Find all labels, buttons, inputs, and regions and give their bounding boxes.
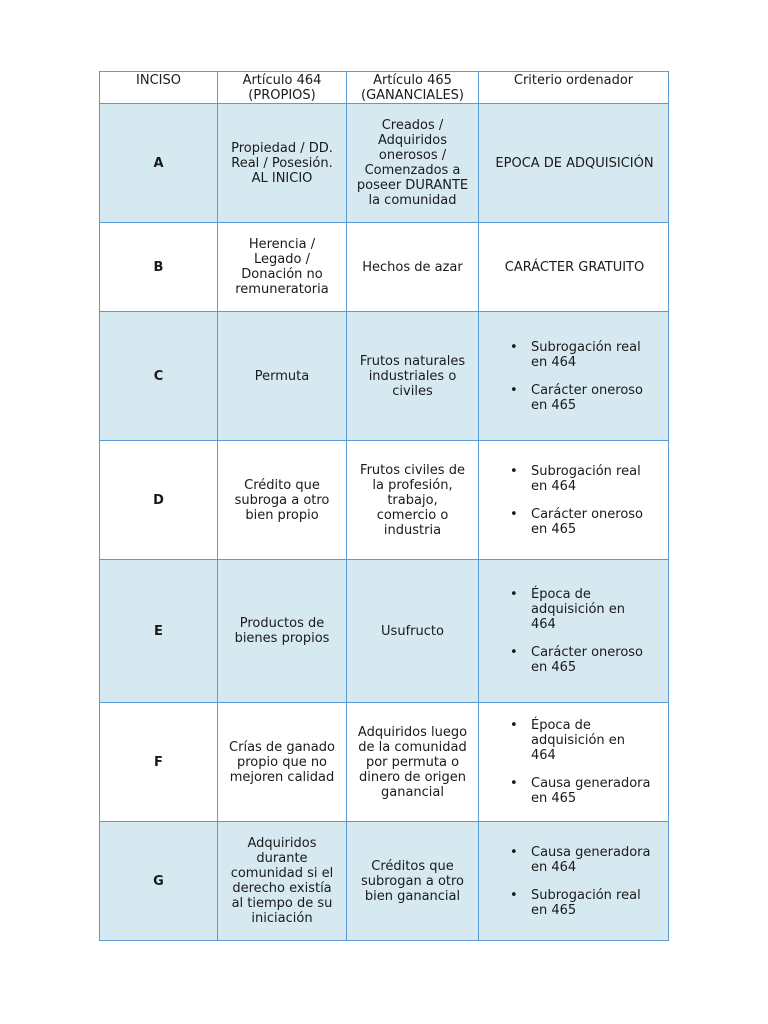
criterio-cell: EPOCA DE ADQUISICIÓN (479, 104, 669, 223)
criterio-cell (479, 703, 669, 822)
gananciales-cell: Creados / Adquiridos onerosos / Comenzados a poseer DURANTE la comunidad (347, 104, 479, 223)
inciso-cell: F (100, 703, 218, 822)
gananciales-cell: Usufructo (347, 560, 479, 703)
gananciales-cell: Créditos que subrogan a otro bien ganancial (347, 822, 479, 941)
criterio-list (487, 718, 662, 806)
gananciales-cell: Frutos naturales industriales o civiles (347, 312, 479, 441)
header-articulo-465: Artículo 465 (GANANCIALES) (347, 72, 479, 104)
criterio-cell (479, 822, 669, 941)
table-row (100, 312, 669, 441)
criterio-list (487, 340, 662, 413)
criterio-list-item: • Época de adquisición en 464 (531, 718, 662, 763)
criteria-table (99, 71, 669, 941)
table-row (100, 703, 669, 822)
table-row (100, 104, 669, 223)
criterio-cell (479, 560, 669, 703)
propios-cell: Permuta (218, 312, 347, 441)
header-articulo-464: Artículo 464 (PROPIOS) (218, 72, 347, 104)
propios-cell: Propiedad / DD. Real / Posesión. AL INICIO (218, 104, 347, 223)
inciso-cell: B (100, 223, 218, 312)
table-body (100, 72, 669, 941)
gananciales-cell: Frutos civiles de la profesión, trabajo, comercio o industria (347, 441, 479, 560)
criterio-list (487, 464, 662, 537)
gananciales-cell: Adquiridos luego de la comunidad por permuta o dinero de origen ganancial (347, 703, 479, 822)
inciso-cell: A (100, 104, 218, 223)
criterio-list-item: • Época de adquisición en 464 (531, 587, 662, 632)
table-row (100, 822, 669, 941)
criterio-list-item: • Causa generadora en 464 (531, 845, 662, 875)
criterio-cell (479, 312, 669, 441)
propios-cell: Crías de ganado propio que no mejoren calidad (218, 703, 347, 822)
inciso-cell: C (100, 312, 218, 441)
inciso-cell: G (100, 822, 218, 941)
propios-cell: Adquiridos durante comunidad si el derecho existía al tiempo de su iniciación (218, 822, 347, 941)
criterio-list-item: • Subrogación real en 464 (531, 340, 662, 370)
criterio-list-item: • Carácter oneroso en 465 (531, 507, 662, 537)
criterio-list (487, 587, 662, 675)
gananciales-cell: Hechos de azar (347, 223, 479, 312)
criterio-list-item: • Subrogación real en 464 (531, 464, 662, 494)
header-row (100, 72, 669, 104)
table-row (100, 560, 669, 703)
propios-cell: Productos de bienes propios (218, 560, 347, 703)
criterio-list-item: • Causa generadora en 465 (531, 776, 662, 806)
table-row (100, 441, 669, 560)
table-row (100, 223, 669, 312)
inciso-cell: E (100, 560, 218, 703)
header-inciso: INCISO (100, 72, 218, 104)
criterio-list-item: • Carácter oneroso en 465 (531, 383, 662, 413)
criterio-cell (479, 441, 669, 560)
inciso-cell: D (100, 441, 218, 560)
propios-cell: Herencia / Legado / Donación no remuneratoria (218, 223, 347, 312)
criterio-list-item: • Carácter oneroso en 465 (531, 645, 662, 675)
criterio-list-item: • Subrogación real en 465 (531, 888, 662, 918)
criterio-cell: CARÁCTER GRATUITO (479, 223, 669, 312)
propios-cell: Crédito que subroga a otro bien propio (218, 441, 347, 560)
header-criterio: Criterio ordenador (479, 72, 669, 104)
criterio-list (487, 845, 662, 918)
